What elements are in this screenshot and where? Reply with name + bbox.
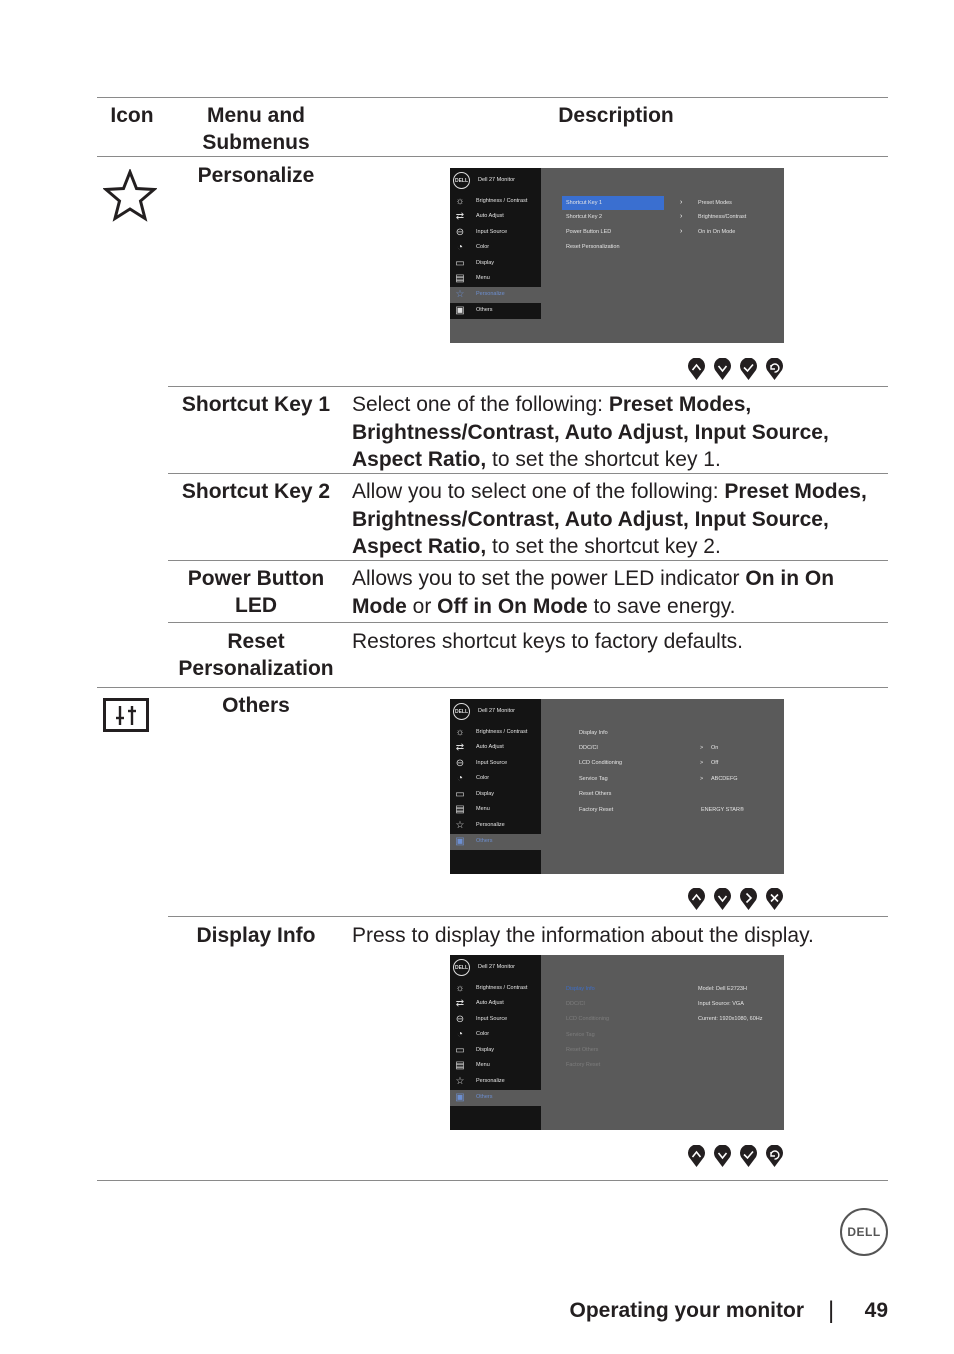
menu-icon: ▤ — [455, 273, 465, 284]
others-icon: ▣ — [455, 1092, 465, 1103]
footer-separator: | — [828, 1297, 835, 1324]
osd-item-input-source: ⊖ Input Source — [455, 758, 508, 769]
down-icon — [713, 358, 732, 380]
star-icon: ☆ — [455, 289, 465, 300]
right-icon — [739, 888, 758, 910]
chevron-right-icon: › — [680, 228, 683, 235]
chevron-right-icon: > — [700, 745, 704, 751]
osd-item-auto-adjust: ⇄ Auto Adjust — [455, 742, 504, 753]
osd-dell-logo: DELL — [453, 703, 470, 720]
osd-item-display: ▭ Display — [455, 789, 495, 800]
desc-text: to set the shortcut key 1. — [486, 448, 721, 471]
osd-item-personalize: ☆ Personalize — [455, 1076, 505, 1087]
osd-value-ddc-on: On — [711, 745, 719, 751]
menu-shortcut-key-1: Shortcut Key 1 — [181, 393, 331, 416]
color-icon: ◔ — [456, 242, 464, 253]
desc-text: Select one of the following: — [352, 393, 609, 416]
menu-shortcut-key-2: Shortcut Key 2 — [181, 480, 331, 503]
osd-sub-lcd-conditioning: LCD Conditioning — [579, 760, 623, 766]
osd-sub-ddc-ci: DDC/CI — [579, 745, 598, 751]
osd-display-info — [450, 955, 784, 1130]
close-icon — [765, 888, 784, 910]
chevron-right-icon: > — [700, 760, 704, 766]
display-icon: ▭ — [455, 789, 465, 800]
osd-item-input-source: ⊖ Input Source — [455, 227, 508, 238]
desc-display-info: Press to display the information about the display. — [352, 924, 814, 947]
osd-dell-logo: DELL — [453, 959, 470, 976]
desc-reset-personalization — [352, 628, 872, 656]
check-icon — [739, 358, 758, 380]
osd-sub-ddc-ci: DDC/CI — [566, 1001, 585, 1007]
desc-option-text: On in On Mode — [352, 567, 835, 618]
osd-item-auto-adjust: ⇄ Auto Adjust — [455, 211, 504, 222]
footer-section-title: Operating your monitor — [569, 1299, 804, 1322]
osd-info-input-source: Input Source: VGA — [698, 1001, 744, 1007]
star-icon — [103, 169, 157, 223]
others-icon: ▣ — [455, 305, 465, 316]
color-icon: ◔ — [456, 773, 464, 784]
osd-sub-factory-reset: Factory Reset — [579, 807, 614, 813]
osd-sub-shortcut-key-2: Shortcut Key 2 — [566, 214, 603, 220]
osd-others — [450, 699, 784, 874]
brightness-icon: ☼ — [455, 983, 465, 994]
header-menu: Menu and Submenus — [202, 104, 310, 154]
osd-sub-reset-others: Reset Others — [579, 791, 612, 797]
down-icon — [713, 1145, 732, 1167]
osd-sub-shortcut-key-1: Shortcut Key 1 — [566, 200, 603, 206]
up-icon — [687, 888, 706, 910]
osd-info-current: Current: 1920x1080, 60Hz — [698, 1016, 763, 1022]
osd-sub-display-info: Display Info — [579, 730, 608, 736]
others-icon: ▣ — [455, 836, 465, 847]
input-source-icon: ⊖ — [455, 227, 465, 238]
osd-sub-display-info: Display Info — [566, 986, 595, 992]
button-guide-others — [687, 888, 787, 910]
osd-item-color: ◔ Color — [450, 1027, 541, 1043]
osd-dell-logo: DELL — [453, 172, 470, 189]
desc-text: Allows you to set the power LED indicator — [352, 567, 746, 590]
display-icon: ▭ — [455, 258, 465, 269]
osd-sub-lcd-conditioning: LCD Conditioning — [566, 1016, 610, 1022]
osd-sub-service-tag: Service Tag — [566, 1032, 595, 1038]
input-source-icon: ⊖ — [455, 758, 465, 769]
display-icon: ▭ — [455, 1045, 465, 1056]
dell-logo: DELL — [840, 1208, 888, 1256]
menu-icon: ▤ — [455, 1060, 465, 1071]
osd-value-on-in-on-mode: On in On Mode — [698, 229, 736, 235]
back-icon — [765, 358, 784, 380]
button-guide-display-info — [687, 1145, 787, 1167]
osd-item-menu: ▤ Menu — [455, 804, 490, 815]
osd-item-others: ▣ Others — [450, 1090, 541, 1106]
osd-item-auto-adjust: ⇄ Auto Adjust — [455, 998, 504, 1009]
desc-text: or — [406, 594, 438, 618]
osd-item-personalize: ☆ Personalize — [450, 287, 541, 303]
osd-personalize — [450, 168, 784, 343]
desc-option-text: Preset Modes, Brightness/Contrast, Auto Adjust, Input Source, Aspect Ratio, — [352, 480, 867, 558]
osd-sub-service-tag: Service Tag — [579, 776, 608, 782]
osd-item-brightness: ☼ Brightness / Contrast — [455, 196, 528, 207]
check-icon — [739, 1145, 758, 1167]
osd-title: Dell 27 Monitor — [478, 708, 515, 714]
color-icon: ◔ — [456, 1029, 464, 1040]
chevron-right-icon: › — [680, 213, 683, 220]
desc-text: to save energy. — [587, 594, 736, 618]
osd-sub-reset-personalization: Reset Personalization — [566, 244, 620, 250]
brightness-icon: ☼ — [455, 196, 465, 207]
osd-item-menu: ▤ Menu — [455, 273, 490, 284]
osd-item-display: ▭ Display — [455, 1045, 495, 1056]
others-sliders-icon — [103, 698, 149, 732]
osd-value-lcd-off: Off — [711, 760, 719, 766]
osd-value-service-tag: ABCDEFG — [711, 776, 738, 782]
desc-option-text: Preset Modes, Brightness/Contrast, Auto Adjust, Input Source, Aspect Ratio, — [352, 393, 829, 471]
header-description: Description — [558, 104, 674, 127]
menu-others: Others — [222, 694, 290, 717]
menu-icon: ▤ — [455, 804, 465, 815]
menu-display-info: Display Info — [196, 924, 316, 947]
page-number: 49 — [864, 1299, 888, 1322]
desc-option-text: Off in On Mode — [437, 594, 588, 618]
desc-shortcut-key-1 — [352, 391, 872, 474]
osd-sub-power-button-led: Power Button LED — [566, 229, 612, 235]
osd-title: Dell 27 Monitor — [478, 964, 515, 970]
menu-reset-personalization: Reset Personalization — [178, 630, 334, 680]
input-source-icon: ⊖ — [455, 1014, 465, 1025]
chevron-right-icon: › — [680, 199, 683, 206]
desc-power-button-led — [352, 565, 872, 620]
down-icon — [713, 888, 732, 910]
osd-sub-factory-reset: Factory Reset — [566, 1062, 601, 1068]
osd-item-brightness: ☼ Brightness / Contrast — [455, 727, 528, 738]
osd-info-model: Model: Dell E2723H — [698, 986, 747, 992]
desc-shortcut-key-2 — [352, 478, 872, 561]
star-icon: ☆ — [455, 1076, 465, 1087]
osd-value-preset-modes: Preset Modes — [698, 200, 732, 206]
desc-text: Restores shortcut keys to factory defaults. — [352, 630, 744, 653]
osd-item-menu: ▤ Menu — [455, 1060, 490, 1071]
osd-title: Dell 27 Monitor — [478, 177, 515, 183]
star-icon: ☆ — [455, 820, 465, 831]
menu-personalize: Personalize — [197, 164, 315, 187]
up-icon — [687, 358, 706, 380]
header-icon: Icon — [110, 104, 154, 127]
osd-sub-reset-others: Reset Others — [566, 1047, 599, 1053]
osd-item-others: ▣ Others — [450, 834, 541, 850]
desc-text: to set the shortcut key 2. — [486, 535, 721, 558]
chevron-right-icon: > — [700, 776, 704, 782]
osd-item-color: ◔ Color — [450, 240, 541, 256]
back-icon — [765, 1145, 784, 1167]
brightness-icon: ☼ — [455, 727, 465, 738]
menu-power-button-led: Power Button LED — [187, 567, 325, 617]
button-guide-personalize — [687, 358, 787, 380]
osd-item-input-source: ⊖ Input Source — [455, 1014, 508, 1025]
auto-adjust-icon: ⇄ — [455, 998, 465, 1009]
up-icon — [687, 1145, 706, 1167]
osd-item-personalize: ☆ Personalize — [455, 820, 505, 831]
osd-item-brightness: ☼ Brightness / Contrast — [455, 983, 528, 994]
osd-item-display: ▭ Display — [455, 258, 495, 269]
osd-value-brightness-contrast: Brightness/Contrast — [698, 214, 747, 220]
auto-adjust-icon: ⇄ — [455, 211, 465, 222]
auto-adjust-icon: ⇄ — [455, 742, 465, 753]
osd-energy-star: ENERGY STAR® — [701, 807, 744, 813]
desc-text: Allow you to select one of the following: — [352, 480, 725, 503]
osd-item-color: ◔ Color — [450, 771, 541, 787]
osd-item-others: ▣ Others — [455, 305, 493, 316]
